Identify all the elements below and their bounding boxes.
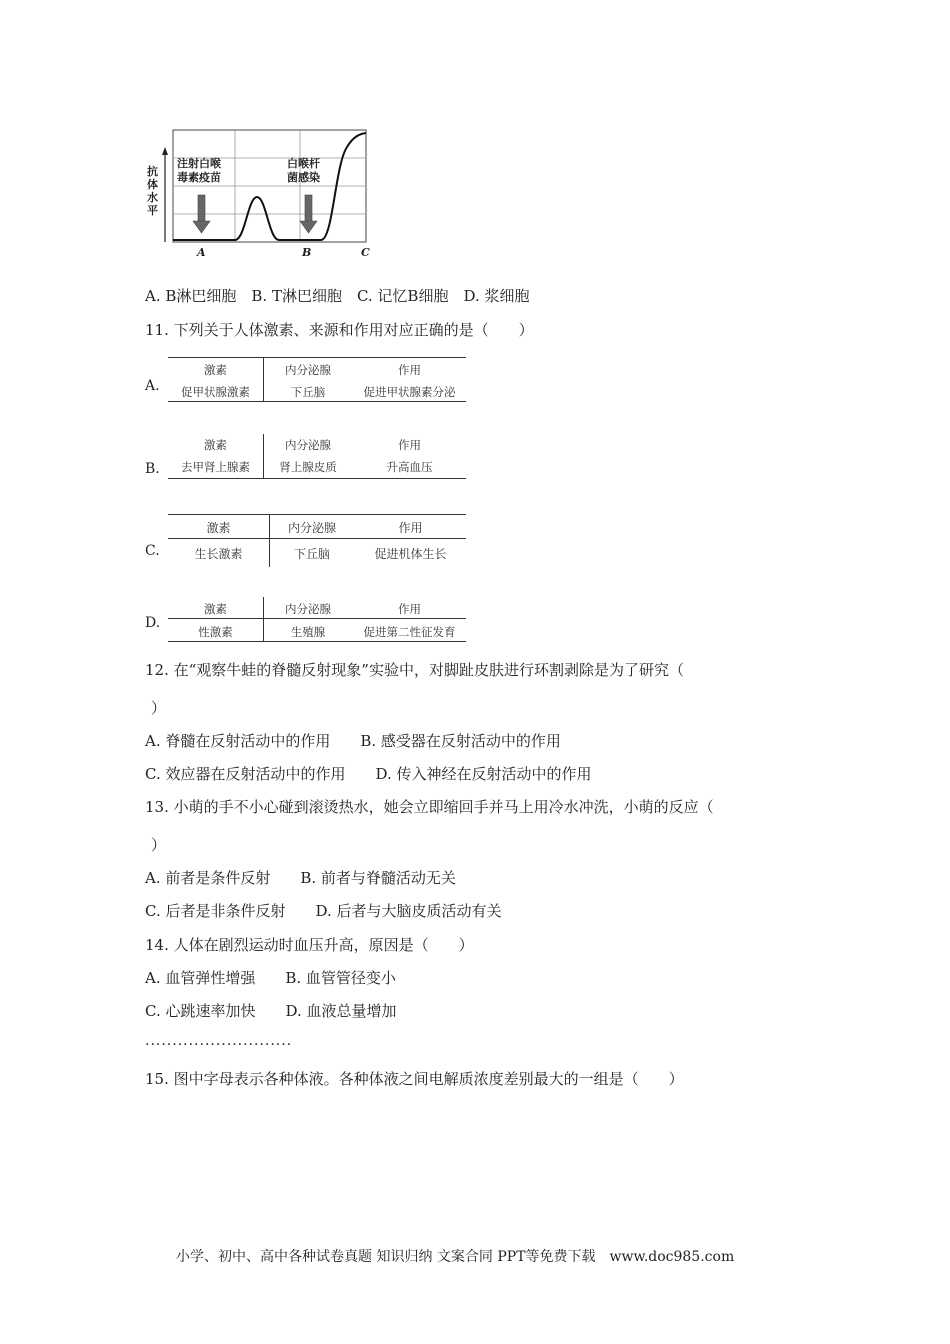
q15-stem: 15. 图中字母表示各种体液。各种体液之间电解质浓度差别最大的一组是（ ） xyxy=(145,1070,684,1088)
annotation-vaccine: 注射白喉 毒素疫苗 xyxy=(177,157,221,184)
table-cell: 生殖腺 xyxy=(290,625,326,639)
page-footer: 小学、初中、高中各种试卷真题 知识归纳 文案合同 PPT等免费下载 www.doc985.com xyxy=(176,1249,735,1265)
y-axis-label: 抗体水平 xyxy=(147,165,158,217)
table-cell: 促进机体生长 xyxy=(374,547,447,561)
q10-options: A. B淋巴细胞 B. T淋巴细胞 C. 记忆B细胞 D. 浆细胞 xyxy=(145,287,530,305)
q13-stem-line2: ） xyxy=(151,836,167,854)
section-separator: ........................... xyxy=(145,1033,293,1049)
table-cell: 下丘脑 xyxy=(290,385,326,399)
q14-stem: 14. 人体在剧烈运动时血压升高，原因是（ ） xyxy=(145,936,474,954)
table-cell: 促进甲状腺素分泌 xyxy=(363,385,456,399)
q14-options-line1: A. 血管弹性增强 B. 血管管径变小 xyxy=(145,969,396,987)
q12-stem-line2: ） xyxy=(151,699,167,717)
marker-b: B xyxy=(302,246,312,259)
table-cell: 去甲肾上腺素 xyxy=(181,460,250,474)
table-cell: 下丘脑 xyxy=(293,547,330,561)
q13-stem-line1: 13. 小萌的手不小心碰到滚烫热水，她会立即缩回手并马上用冷水冲洗，小萌的反应（ xyxy=(145,798,714,816)
y-axis-arrow xyxy=(162,147,168,155)
table-header: 内分泌腺 xyxy=(285,363,331,377)
table-cell: 促甲状腺激素 xyxy=(181,385,250,399)
marker-a: A xyxy=(197,246,206,259)
table-header: 作用 xyxy=(398,521,423,535)
q12-options-line2: C. 效应器在反射活动中的作用 D. 传入神经在反射活动中的作用 xyxy=(145,765,592,783)
q11-option-a-table xyxy=(168,357,466,403)
antibody-figure xyxy=(145,125,385,265)
q11-option-d-table xyxy=(168,597,466,643)
q11-option-d-label: D. xyxy=(145,615,161,631)
q14-options-line2: C. 心跳速率加快 D. 血液总量增加 xyxy=(145,1002,397,1020)
q11-option-b-label: B. xyxy=(145,461,160,477)
table-header: 激素 xyxy=(204,363,227,377)
table-header: 作用 xyxy=(398,438,421,452)
table-cell: 促进第二性征发育 xyxy=(363,625,456,639)
table-header: 激素 xyxy=(206,521,231,535)
table-header: 内分泌腺 xyxy=(285,602,331,616)
q11-option-c-table xyxy=(168,514,466,568)
table-header: 作用 xyxy=(398,363,421,377)
q12-options-line1: A. 脊髓在反射活动中的作用 B. 感受器在反射活动中的作用 xyxy=(145,732,561,750)
q11-option-c-label: C. xyxy=(145,543,160,559)
q12-stem-line1: 12. 在“观察牛蛙的脊髓反射现象”实验中，对脚趾皮肤进行环割剥除是为了研究（ xyxy=(145,661,684,679)
q11-option-b-table xyxy=(168,434,466,480)
table-header: 作用 xyxy=(398,602,421,616)
marker-c: C xyxy=(361,246,370,259)
table-header: 激素 xyxy=(204,602,227,616)
table-cell: 生长激素 xyxy=(194,547,243,561)
table-cell: 性激素 xyxy=(198,625,233,639)
q11-stem: 11. 下列关于人体激素、来源和作用对应正确的是（ ） xyxy=(145,321,534,339)
table-cell: 肾上腺皮质 xyxy=(279,460,337,474)
table-cell: 升高血压 xyxy=(386,460,433,474)
table-header: 激素 xyxy=(204,438,227,452)
q13-options-line1: A. 前者是条件反射 B. 前者与脊髓活动无关 xyxy=(145,869,456,887)
antibody-chart-svg xyxy=(145,125,385,265)
table-header: 内分泌腺 xyxy=(285,438,331,452)
q13-options-line2: C. 后者是非条件反射 D. 后者与大脑皮质活动有关 xyxy=(145,902,502,920)
q11-option-a-label: A. xyxy=(145,378,160,394)
table-header: 内分泌腺 xyxy=(287,521,336,535)
annotation-infection: 白喉杆 菌感染 xyxy=(287,157,320,184)
